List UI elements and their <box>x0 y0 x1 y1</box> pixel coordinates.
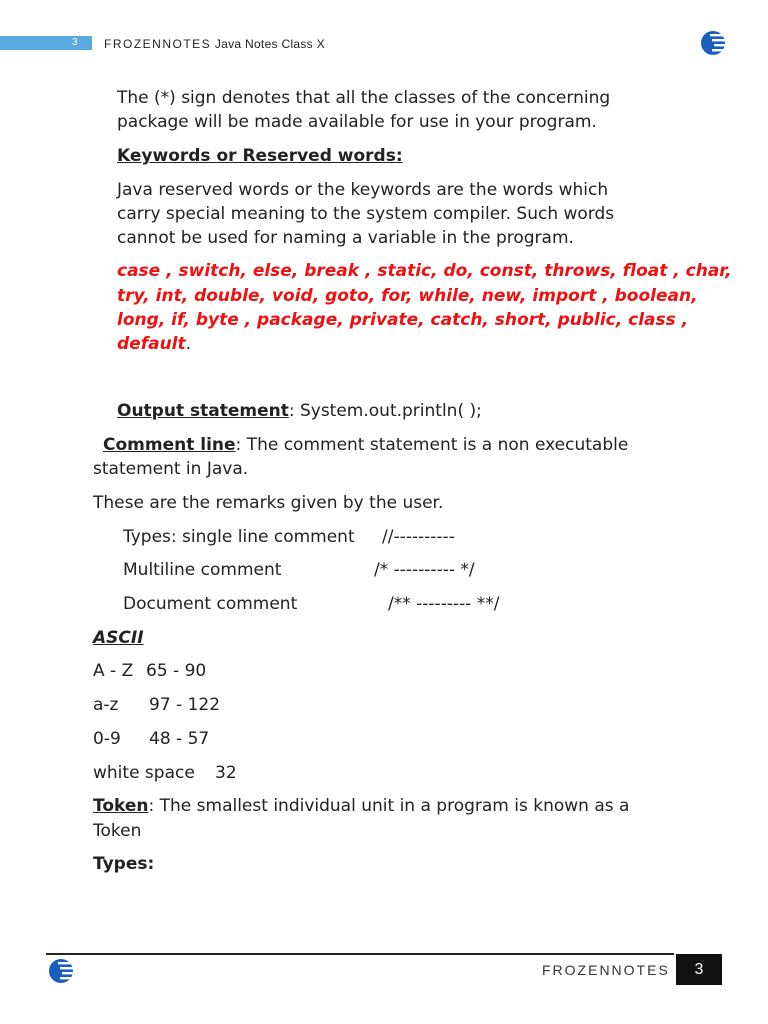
token-text-1: : The smallest individual unit in a program is known as a <box>148 796 630 816</box>
header-accent-bar <box>0 36 92 50</box>
types-single-label: Types: single line comment <box>123 527 355 547</box>
output-value: : System.out.println( ); <box>288 401 482 421</box>
keywords-list-1: case , switch, else, break , static, do, const, throws, float , char, <box>117 261 732 281</box>
footer-divider <box>46 953 674 955</box>
output-label: Output statement <box>117 401 289 421</box>
types-multi-syntax: /* ---------- */ <box>374 560 475 580</box>
header-brand: FROZENNOTES <box>104 37 212 51</box>
keywords-list-4-word: default <box>117 334 186 354</box>
ascii-lower-range: 97 - 122 <box>149 695 221 715</box>
keywords-list-2: try, int, double, void, goto, for, while, new, import , boolean, <box>117 286 698 306</box>
ascii-upper-label: A - Z <box>93 661 134 681</box>
ascii-upper-range: 65 - 90 <box>146 661 207 681</box>
ascii-digit-range: 48 - 57 <box>149 729 210 749</box>
token-line-2: Token <box>93 821 142 841</box>
footer-page-number: 3 <box>676 954 722 985</box>
comment-label: Comment line <box>103 435 236 455</box>
keywords-heading: Keywords or Reserved words: <box>117 146 403 166</box>
star-line-1: The (*) sign denotes that all the classes of the concerning <box>117 88 611 108</box>
output-statement <box>117 399 482 423</box>
ascii-space-label: white space <box>93 763 195 783</box>
types-multi-label: Multiline comment <box>123 560 282 580</box>
header-subtitle: Java Notes Class X <box>214 37 325 51</box>
ascii-digit-label: 0-9 <box>93 729 121 749</box>
keywords-list-4-period: . <box>185 334 192 354</box>
token-label: Token <box>93 796 149 816</box>
ascii-lower-label: a-z <box>93 695 119 715</box>
types-doc-syntax: /** --------- **/ <box>388 594 500 614</box>
keywords-desc-1: Java reserved words or the keywords are the words which <box>117 180 609 200</box>
keywords-desc-3: cannot be used for naming a variable in the program. <box>117 228 574 248</box>
types-doc-label: Document comment <box>123 594 298 614</box>
types-heading: Types: <box>93 854 155 874</box>
remarks-line: These are the remarks given by the user. <box>93 493 444 513</box>
keywords-desc-2: carry special meaning to the system compiler. Such words <box>117 204 615 224</box>
frozennotes-logo-icon <box>700 30 726 56</box>
types-single-syntax: //---------- <box>382 527 455 547</box>
token-line-1 <box>93 794 629 818</box>
frozennotes-logo-icon <box>48 958 74 984</box>
star-line-2: package will be made available for use in your program. <box>117 112 597 132</box>
keywords-list-4 <box>117 332 191 356</box>
comment-text-1: : The comment statement is a non executable <box>235 435 629 455</box>
footer-brand: FROZENNOTES <box>542 962 670 978</box>
header-page-number: 3 <box>72 37 78 48</box>
keywords-list-3: long, if, byte , package, private, catch, short, public, class , <box>117 310 689 330</box>
comment-line-2: statement in Java. <box>93 459 249 479</box>
ascii-heading: ASCII <box>93 628 144 648</box>
comment-line-1 <box>93 433 628 457</box>
ascii-space-value: 32 <box>215 763 237 783</box>
header-title <box>104 37 325 51</box>
